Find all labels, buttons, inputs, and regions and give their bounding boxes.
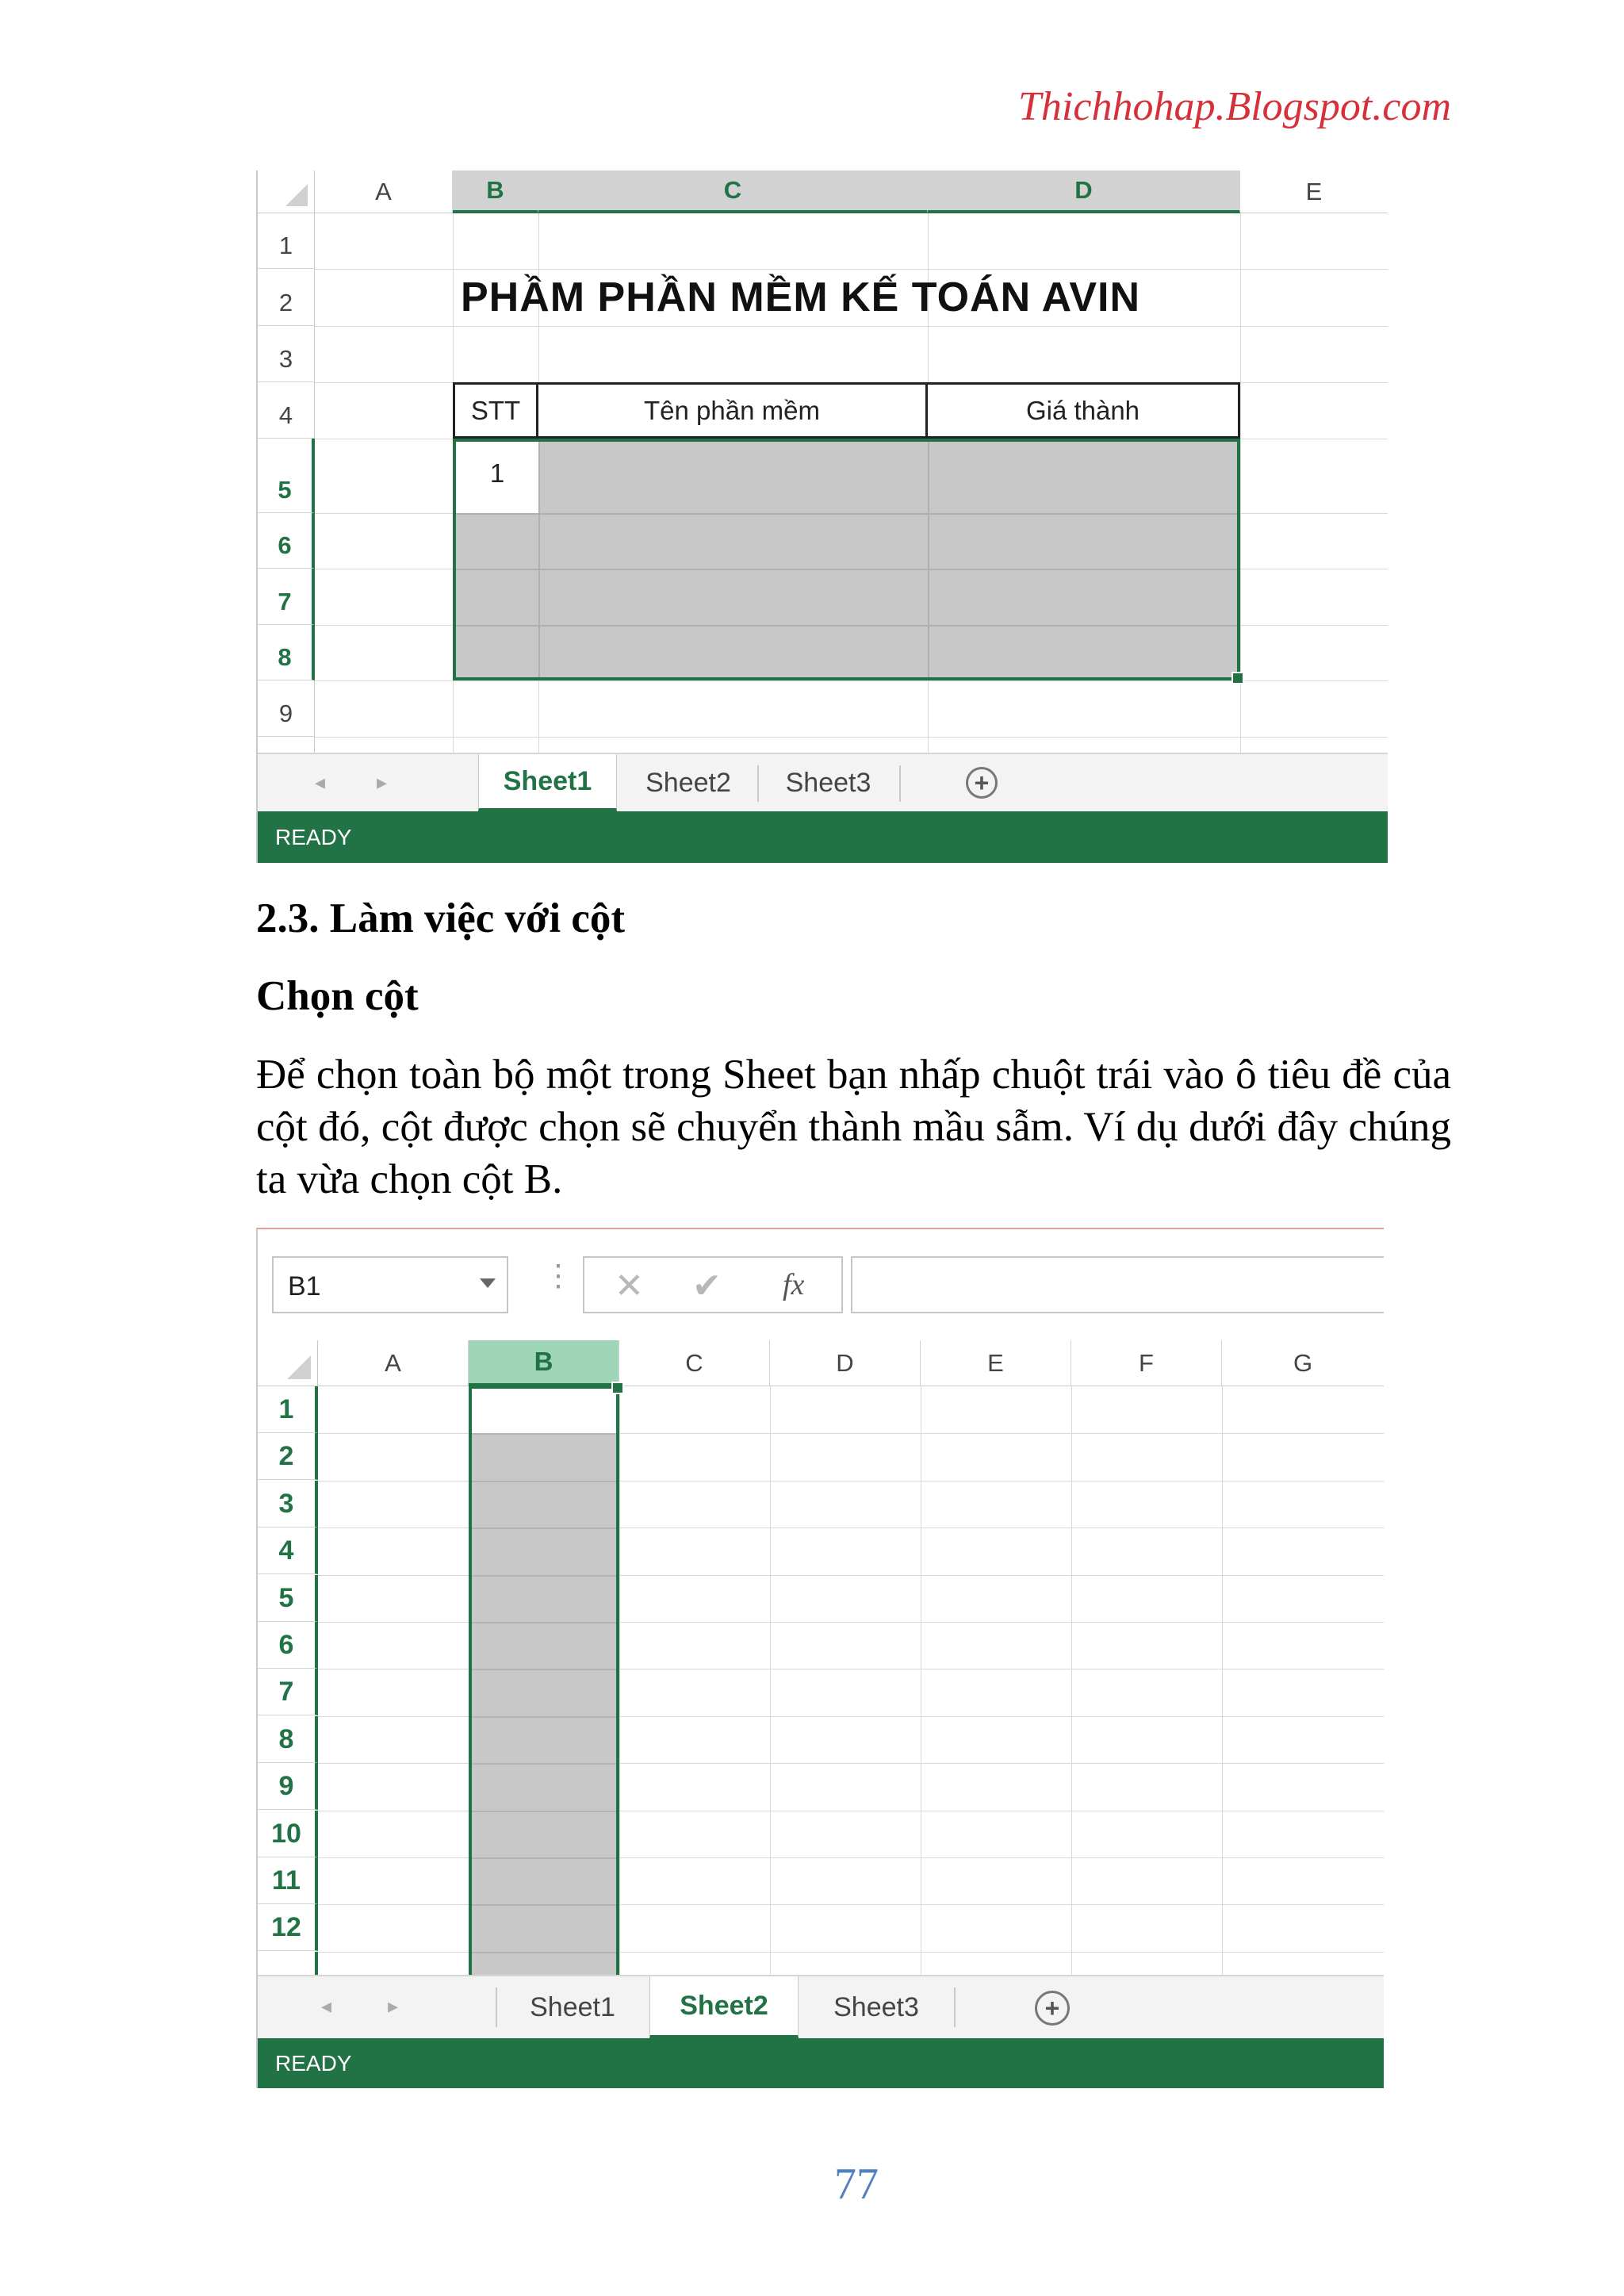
grid-vline	[1222, 1386, 1223, 1975]
selected-column-row-divider	[472, 1669, 616, 1670]
row-header-3[interactable]: 3	[258, 1481, 318, 1527]
row-header-12[interactable]: 12	[258, 1904, 318, 1951]
selected-column-row-divider	[472, 1433, 616, 1435]
column-header-c[interactable]: C	[538, 171, 928, 213]
row-header-4[interactable]: 4	[258, 382, 315, 439]
selected-column-b[interactable]	[469, 1386, 619, 1975]
selected-column-row-divider	[472, 1904, 616, 1906]
selected-column-row-divider	[472, 1527, 616, 1529]
site-header: Thichhohap.Blogspot.com	[1018, 84, 1451, 129]
column-header-a[interactable]: A	[318, 1340, 469, 1386]
selected-column-row-divider	[472, 1575, 616, 1577]
row-header-1[interactable]: 1	[258, 213, 315, 269]
row-header-5[interactable]: 5	[258, 1575, 318, 1622]
formula-buttons	[583, 1256, 843, 1313]
page-number: 77	[834, 2160, 879, 2209]
row-header-6[interactable]: 6	[258, 1622, 318, 1669]
row-header-11[interactable]: 11	[258, 1857, 318, 1904]
row-header-2[interactable]: 2	[258, 1433, 318, 1480]
grid-vline	[619, 1386, 620, 1975]
row-header-9[interactable]: 9	[258, 1763, 318, 1810]
header-cell-stt[interactable]: STT	[455, 385, 538, 436]
row-header-9[interactable]: 9	[258, 680, 315, 737]
row-header-4[interactable]: 4	[258, 1527, 318, 1574]
active-cell-b5[interactable]: 1	[456, 442, 538, 513]
title-cell[interactable]: PHẦM PHẦN MỀM KẾ TOÁN AVIN	[461, 274, 1141, 320]
row-header-2[interactable]: 2	[258, 269, 315, 326]
excel-screenshot-2	[256, 1228, 1384, 2088]
row-header-13[interactable]	[258, 1952, 318, 1975]
row-header-7[interactable]: 7	[258, 569, 315, 625]
row-header-7[interactable]: 7	[258, 1669, 318, 1715]
fill-handle[interactable]	[1231, 672, 1244, 684]
tab-sheet3[interactable]: Sheet3	[833, 1991, 919, 2022]
formula-bar-area	[258, 1229, 1384, 1340]
row-header-10[interactable]: 10	[258, 1811, 318, 1857]
tab-sheet3[interactable]: Sheet3	[785, 767, 871, 798]
selected-column-row-divider	[472, 1857, 616, 1859]
tab-scroll-left-icon[interactable]: ◂	[315, 770, 326, 794]
select-all-corner[interactable]	[258, 171, 315, 213]
tab-sheet2[interactable]: Sheet2	[649, 1976, 799, 2038]
tab-scroll-left-icon[interactable]: ◂	[321, 1994, 332, 2018]
selected-column-row-divider	[472, 1952, 616, 1953]
selected-column-row-divider	[472, 1763, 616, 1765]
column-header-b[interactable]: B	[453, 171, 538, 213]
more-options-icon[interactable]: ⋮	[543, 1259, 573, 1293]
tab-scroll-right-icon[interactable]: ▸	[377, 770, 388, 794]
subsection-heading: Chọn cột	[256, 973, 419, 1019]
name-box[interactable]	[272, 1256, 508, 1313]
chevron-down-icon[interactable]	[480, 1278, 496, 1288]
select-all-corner[interactable]	[258, 1340, 318, 1386]
row-header-5[interactable]: 5	[258, 439, 315, 513]
column-header-f[interactable]: F	[1071, 1340, 1222, 1386]
check-icon[interactable]: ✔	[692, 1267, 722, 1305]
selected-column-row-divider	[472, 1716, 616, 1718]
sheet-tab-bar	[258, 753, 1388, 811]
table-header-row	[453, 382, 1240, 439]
cancel-icon[interactable]: ✕	[615, 1267, 644, 1305]
status-bar: READY	[258, 2038, 1384, 2088]
row-header-3[interactable]: 3	[258, 326, 315, 382]
add-sheet-icon[interactable]: +	[966, 767, 998, 799]
active-cell-b1[interactable]	[472, 1386, 616, 1433]
tab-sheet1[interactable]: Sheet1	[478, 754, 617, 811]
column-header-d[interactable]: D	[770, 1340, 921, 1386]
excel-screenshot-1	[256, 171, 1388, 863]
column-header-e[interactable]: E	[1240, 171, 1388, 213]
add-sheet-icon[interactable]: +	[1035, 1991, 1070, 2026]
header-cell-price[interactable]: Giá thành	[1025, 395, 1140, 425]
selected-column-row-divider	[472, 1811, 616, 1812]
column-header-a[interactable]: A	[315, 171, 453, 213]
row-header-8[interactable]: 8	[258, 1716, 318, 1763]
status-bar: READY	[258, 811, 1388, 863]
header-cell-name[interactable]: Tên phần mềm	[538, 385, 928, 436]
column-header-c[interactable]: C	[619, 1340, 770, 1386]
column-header-g[interactable]: G	[1222, 1340, 1384, 1386]
column-header-d[interactable]: D	[928, 171, 1240, 213]
row-header-6[interactable]: 6	[258, 513, 315, 569]
formula-input[interactable]	[851, 1256, 1384, 1313]
tab-sheet1[interactable]: Sheet1	[530, 1991, 615, 2022]
row-header-8[interactable]: 8	[258, 625, 315, 680]
selected-column-row-divider	[472, 1622, 616, 1623]
section-paragraph: Để chọn toàn bộ một trong Sheet bạn nhấp chuột trái vào ô tiêu đề của cột đó, cột được chọn sẽ chuyển thành mầu sẫm. Ví dụ dưới đây chúng ta vừa chọn cột B.	[256, 1052, 1451, 1202]
row-header-1[interactable]: 1	[258, 1386, 318, 1433]
column-header-b[interactable]: B	[469, 1340, 619, 1386]
column-header-e[interactable]: E	[921, 1340, 1071, 1386]
tab-sheet2[interactable]: Sheet2	[645, 767, 731, 798]
grid-area	[258, 1340, 1384, 1975]
grid-vline	[1071, 1386, 1072, 1975]
sheet-tab-bar	[258, 1975, 1384, 2038]
tab-scroll-right-icon[interactable]: ▸	[388, 1994, 399, 2018]
selected-column-row-divider	[472, 1481, 616, 1482]
selected-range[interactable]	[453, 439, 1240, 680]
name-box-value: B1	[288, 1271, 321, 1301]
fill-handle[interactable]	[611, 1382, 624, 1394]
insert-function-icon[interactable]: fx	[783, 1268, 805, 1301]
section-heading: 2.3. Làm việc với cột	[256, 895, 626, 941]
grid-vline	[770, 1386, 771, 1975]
